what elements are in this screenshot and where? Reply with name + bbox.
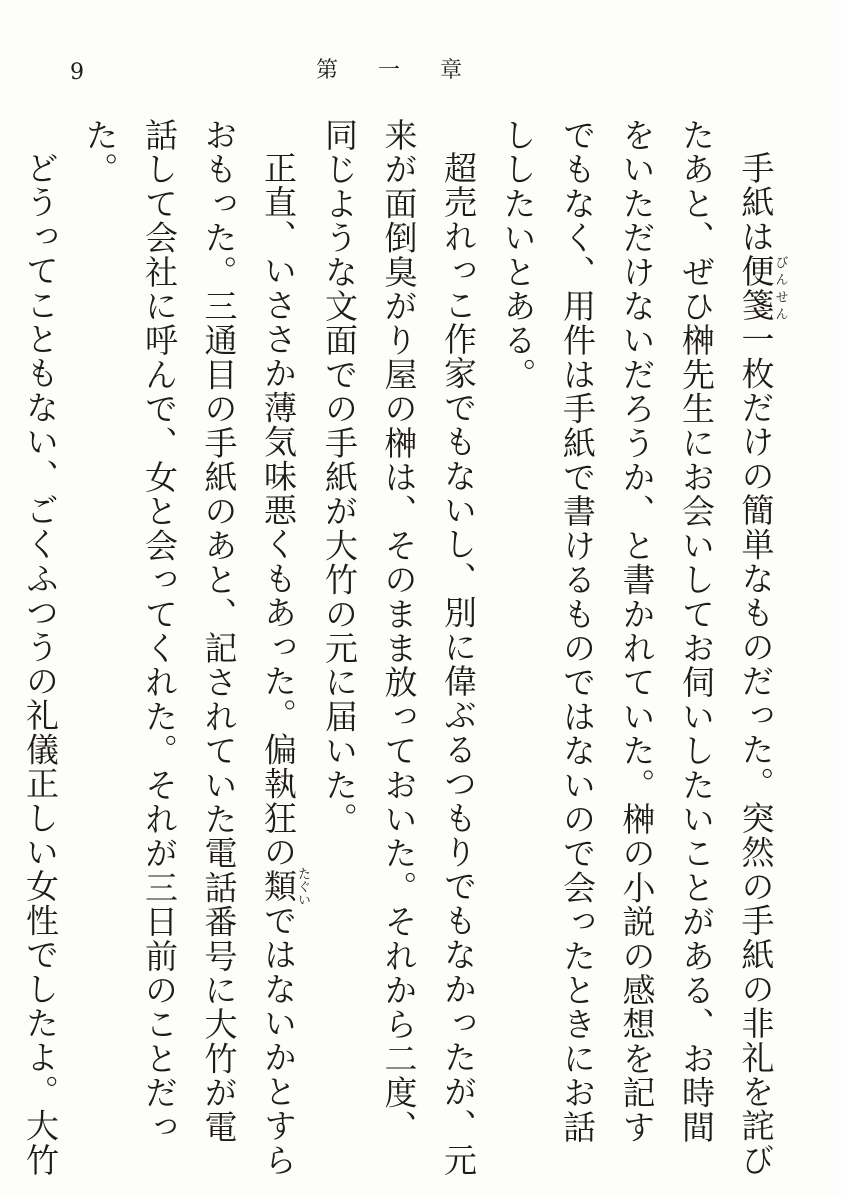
ruby-reading-binsen: びんせん xyxy=(772,253,788,323)
paragraph-3-rest: ではないかとすらおもった。三通目の手紙のあと、記されていた電話番号に大竹が電話して会社に呼んで、女と会ってくれた。それが三日前のことだった。 xyxy=(80,118,298,1178)
paragraph-3-start: 正直、いささか薄気味悪くもあった。偏執狂の xyxy=(259,151,298,870)
paragraph-1-rest: 一枚だけの簡単なものだった。突然の手紙の非礼を詫びたあと、ぜひ榊先生にお会いしてお伺いしたいことがある、お時間をいただけないだろうか、と書かれていた。榊の小説の感想を記すでもなく、用件は手紙で書けるものではないので会ったときにお話ししたいとある。 xyxy=(498,118,776,1178)
ruby-base-binsen: 便箋 xyxy=(736,253,776,323)
page-number: 9 xyxy=(70,60,84,85)
paragraph-1 xyxy=(488,118,787,1178)
chapter-title: 第一章 xyxy=(316,58,503,83)
ruby-tagui xyxy=(259,866,310,906)
paragraph-2: 超売れっこ作家でもないし、別に偉ぶるつもりでもなかったが、元来が面倒臭がり屋の榊は、そのまま放っておいた。それから二度、同じような文面での手紙が大竹の元に届いた。 xyxy=(320,118,478,1177)
paragraph-1-start: 手紙は xyxy=(736,151,776,254)
ruby-binsen xyxy=(736,253,788,323)
ruby-base-tagui: 類 xyxy=(259,866,298,906)
paragraph-4: どうってこともない、ごくふつうの礼儀正しい女性でしたよ。大竹 xyxy=(21,151,60,1177)
novel-body-text xyxy=(0,118,787,1178)
ruby-reading-tagui: たぐい xyxy=(295,866,310,906)
paragraph-3 xyxy=(70,118,310,1178)
